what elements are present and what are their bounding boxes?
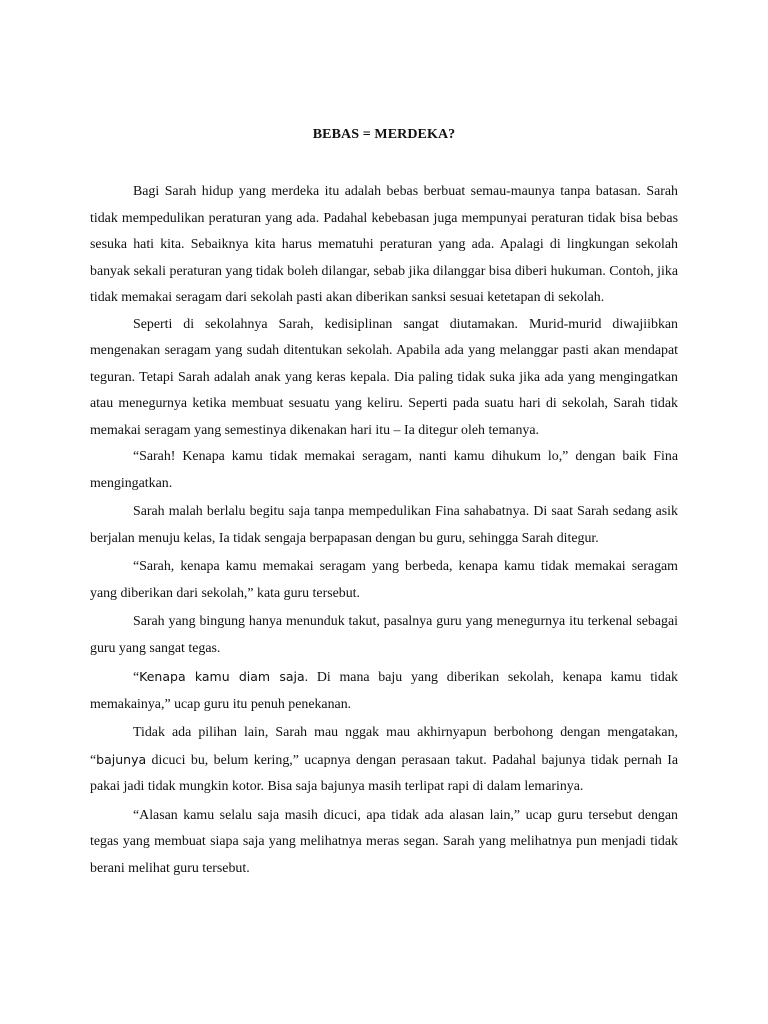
paragraph: Sarah malah berlalu begitu saja tanpa mempedulikan Fina sahabatnya. Di saat Sarah sedang asik berjalan menuju kelas, Ia tidak sengaja berpapasan dengan bu guru, sehingga Sarah ditegur. xyxy=(90,504,678,546)
document-body xyxy=(90,179,678,882)
sans-phrase: Kenapa kamu diam saja xyxy=(139,669,305,684)
open-quote: “ xyxy=(90,752,97,768)
paragraph: Bagi Sarah hidup yang merdeka itu adalah bebas berbuat semau-maunya tanpa batasan. Sarah tidak mempedulikan peraturan yang ada. Padahal kebebasan juga mempunyai peraturan tidak bisa bebas sesuka hati kita. Sebaiknya kita harus mematuhi peraturan yang ada. Apalagi di lingkungan sekolah banyak sekali peraturan yang tidak boleh dilangar, sebab jika dilanggar bisa diberi hukuman. Contoh, jika tidak memakai seragam dari sekolah pasti akan diberikan sanksi sesuai ketetapan di sekolah. xyxy=(90,184,678,305)
paragraph xyxy=(90,720,678,801)
paragraph-rest: . Di mana baju yang diberikan sekolah, kenapa kamu tidak memakainya,” ucap guru itu penuh penekanan. xyxy=(90,670,678,712)
paragraph-rest: dicuci bu, belum kering,” ucapnya dengan perasaan takut. Padahal bajunya tidak pernah Ia pakai jadi tidak mungkin kotor. Bisa saja bajunya masih terlipat rapi di dalam lemarinya. xyxy=(90,752,678,794)
open-quote: “ xyxy=(133,670,140,685)
paragraph: “Sarah, kenapa kamu memakai seragam yang berbeda, kenapa kamu tidak memakai seragam yang diberikan dari sekolah,” kata guru tersebut. xyxy=(90,559,678,601)
sans-word: bajunya xyxy=(96,751,147,767)
paragraph xyxy=(90,664,678,718)
paragraph: Seperti di sekolahnya Sarah, kedisiplinan sangat diutamakan. Murid-murid diwajiibkan mengenakan seragam yang sudah ditentukan sekolah. Apabila ada yang melanggar pasti akan mendapat teguran. Tetapi Sarah adalah anak yang keras kepala. Dia paling tidak suka jika ada yang mengingatkan atau menegurnya ketika membuat sesuatu yang keliru. Seperti pada suatu hari di sekolah, Sarah tidak memakai seragam yang semestinya dikenakan hari itu – Ia ditegur oleh temanya. xyxy=(90,316,678,438)
document-title: BEBAS = MERDEKA? xyxy=(312,127,456,142)
paragraph: “Alasan kamu selalu saja masih dicuci, apa tidak ada alasan lain,” ucap guru tersebut dengan tegas yang membuat siapa saja yang melihatnya meras segan. Sarah yang melihatnya pun menjadi tidak berani melihat guru tersebut. xyxy=(90,807,678,876)
paragraph-first-line: Tidak ada pilihan lain, Sarah mau nggak mau akhirnyapun berbohong dengan mengatakan, xyxy=(133,725,678,740)
paragraph: “Sarah! Kenapa kamu tidak memakai seragam, nanti kamu dihukum lo,” dengan baik Fina mengingatkan. xyxy=(90,449,678,491)
paragraph: Sarah yang bingung hanya menunduk takut, pasalnya guru yang menegurnya itu terkenal sebagai guru yang sangat tegas. xyxy=(90,614,678,656)
